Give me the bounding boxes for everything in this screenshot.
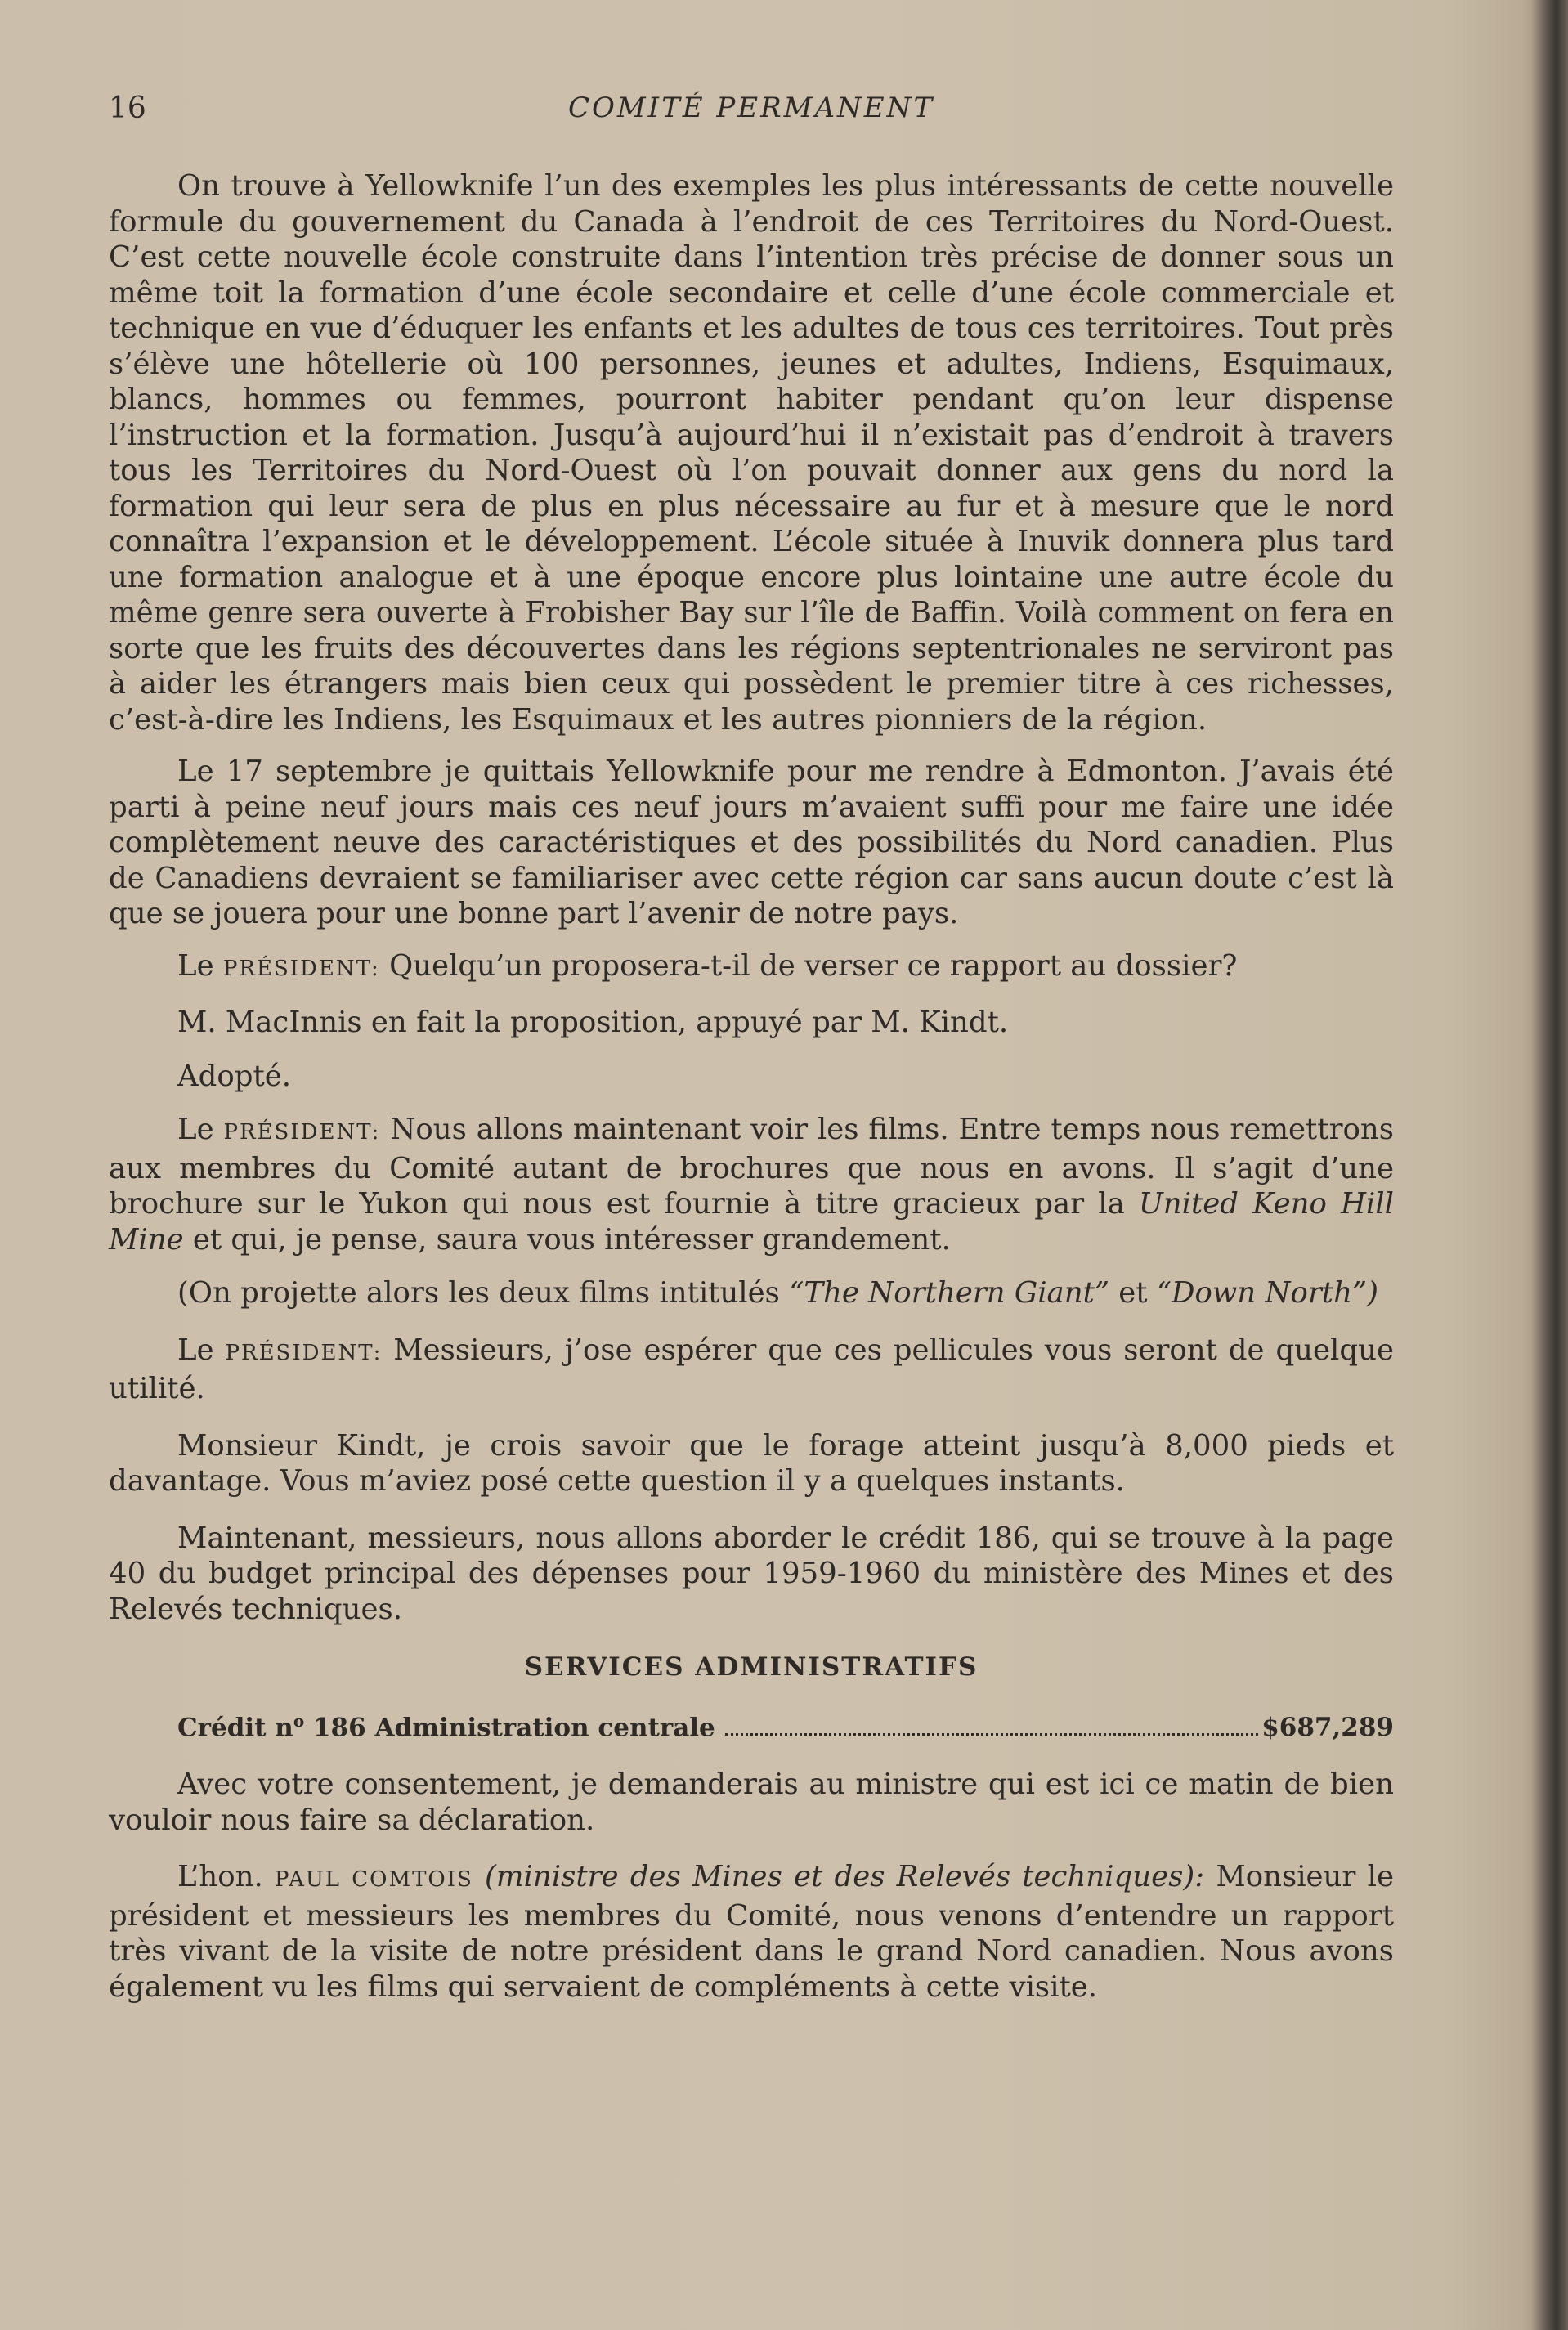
paragraph-6: [109, 1112, 1394, 1257]
film-title: “The Northern Giant”: [789, 1276, 1109, 1310]
vote-number-sign: o: [293, 1710, 305, 1731]
body-text: [109, 168, 1394, 2005]
company-name: United Keno Hill Mine: [109, 1187, 1394, 1257]
paragraph-7: [109, 1275, 1394, 1311]
speech-text: Monsieur le président et messieurs les membres du Comité, nous venons d’entendre un rapport très vivant de la visite de notre président dans le grand Nord canadien. Nous avons également vu les films qui servaient de compléments à cette visite.: [109, 1860, 1394, 2004]
stage-direction: et: [1118, 1276, 1148, 1310]
running-title: COMITÉ PERMANENT: [567, 92, 935, 124]
speaker-name: PRÉSIDENT:: [222, 956, 380, 981]
book-binding-edge: [1530, 0, 1568, 2330]
paragraph-3: [109, 948, 1394, 988]
stage-direction: (On projette alors les deux films intitulés: [177, 1276, 780, 1310]
speaker-role: (ministre des Mines et des Relevés techniques):: [485, 1860, 1205, 1894]
paragraph-11: Avec votre consentement, je demanderais au ministre qui est ici ce matin de bien vouloir nous faire sa déclaration.: [109, 1768, 1394, 1837]
paragraph-4: M. MacInnis en fait la proposition, appuyé par M. Kindt.: [177, 1006, 1009, 1039]
vote-amount: $687,289: [1261, 1712, 1394, 1742]
vote-label-prefix: Crédit n: [177, 1712, 293, 1742]
paragraph-9: Monsieur Kindt, je crois savoir que le forage atteint jusqu’à 8,000 pieds et davantage. Vous m’aviez posé cette question il y a quelques instants.: [109, 1428, 1394, 1498]
page-number: 16: [109, 92, 146, 125]
paragraph-1: On trouve à Yellowknife l’un des exemples les plus intéressants de cette nouvelle formule du gouvernement du Canada à l’endroit de ces Territoires du Nord-Ouest. C’est cette nouvelle école construite dans l’intention très précise de donner sous un même toit la formation d’une école secondaire et celle d’une école commerciale et technique en vue d’éduquer les enfants et les adultes de tous ces territoires. Tout près s’élève une hôtellerie où 100 personnes, jeunes et adultes, Indiens, Esquimaux, blancs, hommes ou femmes, pourront habiter pendant qu’on leur dispense l’instruction et la formation. Jusqu’à aujourd’hui il n’existait pas d’endroit à travers tous les Territoires du Nord-Ouest où l’on pouvait donner aux gens du nord la formation qui leur sera de plus en plus nécessaire au fur et à mesure que le nord connaîtra l’expansion et le développement. L’école située à Inuvik donnera plus tard une formation analogue et à une époque encore plus lointaine une autre école du même genre sera ouverte à Frobisher Bay sur l’île de Baffin. Voilà comment on fera en sorte que les fruits des découvertes dans les régions septentrionales ne serviront pas à aider les étrangers mais bien ceux qui possèdent le premier titre à ces richesses, c’est-à-dire les Indiens, les Esquimaux et les autres pionniers de la région.: [109, 169, 1394, 737]
speaker-name: PRÉSIDENT:: [223, 1120, 381, 1145]
speaker-prefix: Le: [177, 1333, 214, 1367]
paragraph-10: Maintenant, messieurs, nous allons aborder le crédit 186, qui se trouve à la page 40 du budget principal des dépenses pour 1959-1960 du ministère des Mines et des Relevés techniques.: [109, 1521, 1394, 1626]
speaker-prefix: Le: [177, 948, 214, 983]
speaker-prefix: Le: [177, 1113, 214, 1146]
vote-label: [177, 1704, 715, 1746]
section-heading: SERVICES ADMINISTRATIFS: [524, 1652, 979, 1682]
speaker-name: PRÉSIDENT:: [225, 1340, 383, 1365]
vote-title: 186 Administration centrale: [312, 1712, 715, 1742]
paragraph-2: Le 17 septembre je quittais Yellowknife pour me rendre à Edmonton. J’avais été parti à peine neuf jours mais ces neuf jours m’avaient suffi pour me faire une idée complètement neuve des caractéristiques et des possibilités du Nord canadien. Plus de Canadiens devraient se familiariser avec cette région car sans aucun doute c’est là que se jouera pour une bonne part l’avenir de notre pays.: [109, 755, 1394, 930]
dot-leader: [725, 1733, 1258, 1736]
page-header: [109, 92, 1394, 132]
vote-line: [109, 1704, 1394, 1746]
speaker-prefix: L’hon.: [177, 1860, 263, 1894]
speech-text: Nous allons maintenant voir les films. Entre temps nous remettrons aux membres du Comité autant de brochures que nous en avons. Il s’agit d’une brochure sur le Yukon qui nous est fournie à titre gracieux par la: [109, 1113, 1394, 1221]
speech-text: Quelqu’un proposera-t-il de verser ce rapport au dossier?: [389, 948, 1238, 983]
speaker-name: PAUL COMTOIS: [274, 1867, 473, 1893]
speech-text: et qui, je pense, saura vous intéresser grandement.: [192, 1222, 951, 1257]
paragraph-8: [109, 1333, 1394, 1407]
film-title: “Down North”): [1156, 1276, 1378, 1310]
paragraph-5: Adopté.: [177, 1059, 292, 1093]
paragraph-12: [109, 1859, 1394, 2005]
speech-text: Messieurs, j’ose espérer que ces pellicules vous seront de quelque utilité.: [109, 1333, 1394, 1405]
